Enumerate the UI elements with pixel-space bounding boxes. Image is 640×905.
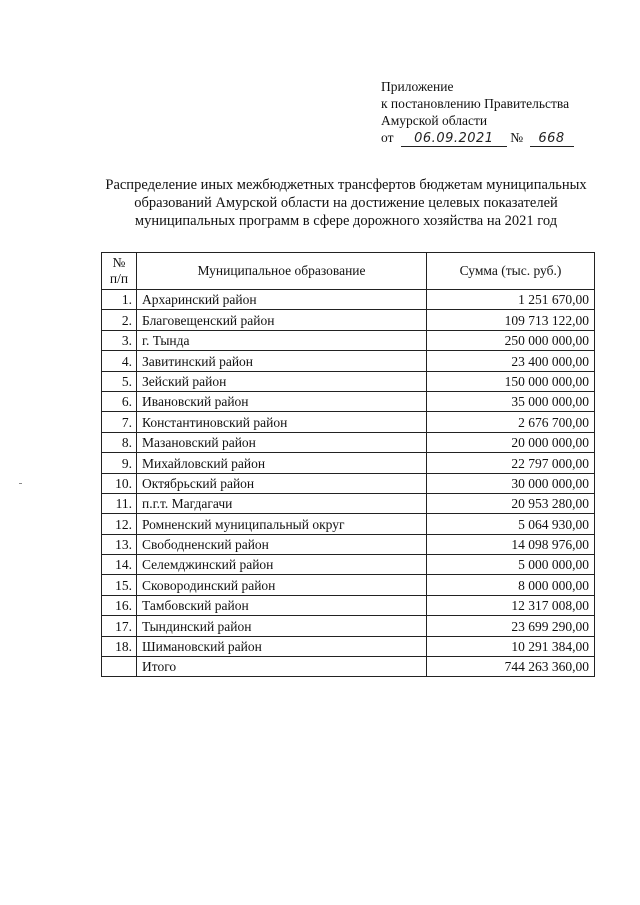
row-municipality: п.г.т. Магдагачи <box>137 493 427 513</box>
header-municipality: Муниципальное образование <box>137 253 427 290</box>
row-sum: 12 317 008,00 <box>427 595 595 615</box>
header-num-line-2: п/п <box>109 271 129 286</box>
row-municipality: Селемджинский район <box>137 555 427 575</box>
row-number: 12. <box>102 514 137 534</box>
table-row <box>102 391 595 411</box>
row-number: 7. <box>102 412 137 432</box>
row-number: 10. <box>102 473 137 493</box>
table-row <box>102 534 595 554</box>
row-sum: 30 000 000,00 <box>427 473 595 493</box>
table-row <box>102 330 595 350</box>
row-number <box>102 657 137 677</box>
row-number: 16. <box>102 595 137 615</box>
row-municipality: Архаринский район <box>137 290 427 310</box>
row-number: 15. <box>102 575 137 595</box>
table-total-row <box>102 657 595 677</box>
row-sum: 150 000 000,00 <box>427 371 595 391</box>
from-label: от <box>381 130 394 145</box>
table-row <box>102 636 595 656</box>
row-number: 11. <box>102 493 137 513</box>
header-num <box>102 253 137 290</box>
row-number: 2. <box>102 310 137 330</box>
row-sum: 23 400 000,00 <box>427 351 595 371</box>
row-number: 13. <box>102 534 137 554</box>
appendix-decree-ref: к постановлению Правительства <box>381 96 570 111</box>
row-municipality: г. Тында <box>137 330 427 350</box>
row-number: 6. <box>102 391 137 411</box>
row-sum: 250 000 000,00 <box>427 330 595 350</box>
row-sum: 2 676 700,00 <box>427 412 595 432</box>
table-row <box>102 432 595 452</box>
table-header-row <box>102 253 595 290</box>
row-municipality: Зейский район <box>137 371 427 391</box>
row-sum: 10 291 384,00 <box>427 636 595 656</box>
distribution-table <box>101 252 595 677</box>
row-municipality: Свободненский район <box>137 534 427 554</box>
table-row <box>102 514 595 534</box>
row-municipality: Михайловский район <box>137 453 427 473</box>
row-municipality: Тамбовский район <box>137 595 427 615</box>
table-row <box>102 310 595 330</box>
title-line-3: муниципальных программ в сфере дорожного хозяйства на 2021 год <box>134 213 558 229</box>
row-municipality: Тындинский район <box>137 616 427 636</box>
row-number: 3. <box>102 330 137 350</box>
row-sum: 5 064 930,00 <box>427 514 595 534</box>
table-row <box>102 371 595 391</box>
row-number: 8. <box>102 432 137 452</box>
row-sum: 5 000 000,00 <box>427 555 595 575</box>
row-sum: 20 000 000,00 <box>427 432 595 452</box>
row-municipality: Ивановский район <box>137 391 427 411</box>
decree-date: 06.09.2021 <box>401 132 507 147</box>
table-row <box>102 453 595 473</box>
appendix-block <box>381 78 621 147</box>
row-number: 14. <box>102 555 137 575</box>
decree-number: 668 <box>530 132 574 147</box>
table-row <box>102 412 595 432</box>
row-municipality: Константиновский район <box>137 412 427 432</box>
row-number: 17. <box>102 616 137 636</box>
row-sum: 20 953 280,00 <box>427 493 595 513</box>
margin-mark <box>19 483 22 484</box>
row-municipality: Завитинский район <box>137 351 427 371</box>
table-row <box>102 555 595 575</box>
table-row <box>102 290 595 310</box>
row-number: 9. <box>102 453 137 473</box>
table-row <box>102 473 595 493</box>
row-municipality: Итого <box>137 657 427 677</box>
table-row <box>102 493 595 513</box>
table-row <box>102 595 595 615</box>
row-sum: 35 000 000,00 <box>427 391 595 411</box>
title-line-1: Распределение иных межбюджетных трансфертов бюджетам муниципальных <box>105 177 587 193</box>
appendix-region: Амурской области <box>381 113 488 128</box>
table-body <box>102 290 595 677</box>
header-sum: Сумма (тыс. руб.) <box>427 253 595 290</box>
table-row <box>102 351 595 371</box>
row-municipality: Сковородинский район <box>137 575 427 595</box>
row-number: 4. <box>102 351 137 371</box>
appendix-date-number <box>381 129 621 147</box>
row-sum: 22 797 000,00 <box>427 453 595 473</box>
row-number: 5. <box>102 371 137 391</box>
title-line-2: образований Амурской области на достижение целевых показателей <box>134 195 558 211</box>
header-num-line-1: № <box>112 255 126 270</box>
row-municipality: Октябрьский район <box>137 473 427 493</box>
appendix-title: Приложение <box>381 79 454 94</box>
row-sum: 23 699 290,00 <box>427 616 595 636</box>
document-title <box>100 176 592 230</box>
row-sum: 8 000 000,00 <box>427 575 595 595</box>
row-municipality: Благовещенский район <box>137 310 427 330</box>
table-row <box>102 616 595 636</box>
row-number: 1. <box>102 290 137 310</box>
row-municipality: Мазановский район <box>137 432 427 452</box>
number-label: № <box>510 130 524 145</box>
row-municipality: Ромненский муниципальный округ <box>137 514 427 534</box>
table-row <box>102 575 595 595</box>
row-sum: 109 713 122,00 <box>427 310 595 330</box>
row-sum: 14 098 976,00 <box>427 534 595 554</box>
row-sum: 1 251 670,00 <box>427 290 595 310</box>
row-sum: 744 263 360,00 <box>427 657 595 677</box>
row-municipality: Шимановский район <box>137 636 427 656</box>
row-number: 18. <box>102 636 137 656</box>
